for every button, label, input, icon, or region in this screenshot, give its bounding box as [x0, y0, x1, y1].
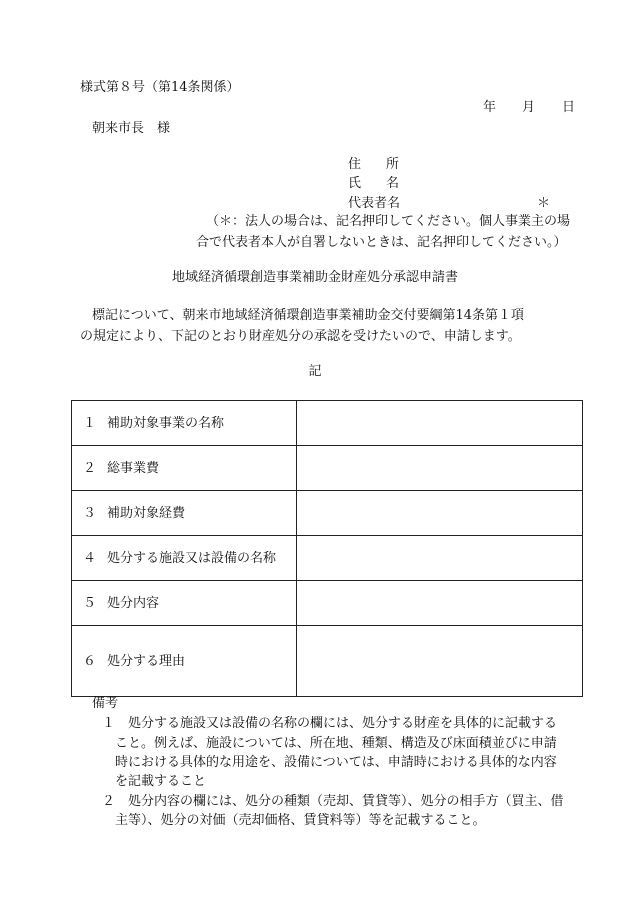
- form-number: 様式第８号（第14条関係）: [80, 80, 240, 95]
- table-row: [72, 536, 583, 581]
- name-label-a: 氏: [348, 176, 362, 191]
- ki-heading: 記: [308, 364, 322, 379]
- date-day-label: 日: [562, 100, 576, 115]
- addressee: 朝来市長 様: [92, 121, 171, 136]
- remark-2-line: 処分内容の欄には、処分の種類（売却、賃貸等）、処分の相手方（買主、借: [128, 794, 564, 809]
- table-row: [72, 626, 583, 697]
- address-label-b: 所: [386, 157, 400, 172]
- remark-2-number: ２: [102, 794, 116, 809]
- items-table: [71, 400, 583, 697]
- item-label-cell: [72, 536, 297, 581]
- item-number: ３: [83, 505, 97, 521]
- item-label: 処分内容: [107, 595, 160, 611]
- date-year-label: 年: [483, 100, 497, 115]
- remark-1-line: 時における具体的な用途を、設備については、申請時における具体的な内容: [115, 755, 557, 770]
- item-label-cell: [72, 491, 297, 536]
- item-label: 補助対象経費: [107, 505, 186, 521]
- signature-asterisk: ＊: [537, 196, 551, 211]
- item-label: 総事業費: [107, 460, 160, 476]
- table-row: [72, 446, 583, 491]
- item-number: ５: [83, 595, 97, 611]
- table-row: [72, 581, 583, 626]
- item-value-cell[interactable]: [297, 401, 583, 446]
- name-label-b: 名: [386, 176, 400, 191]
- item-number: ２: [83, 460, 97, 476]
- remarks-heading: 備考: [92, 696, 119, 711]
- body-text-line2: の規定により、下記のとおり財産処分の承認を受けたいので、申請します。: [80, 329, 521, 344]
- item-number: ４: [83, 550, 97, 566]
- remark-1-line: こと。例えば、施設については、所在地、種類、構造及び床面積並びに申請: [115, 736, 557, 751]
- remark-1-number: １: [102, 716, 116, 731]
- item-label: 処分する理由: [107, 653, 186, 669]
- seal-note-line1: （＊：法人の場合は、記名押印してください。個人事業主の場: [206, 214, 571, 229]
- body-text-line1: 標記について、朝来市地域経済循環創造事業補助金交付要綱第14条第１項: [92, 308, 525, 323]
- table-row: [72, 401, 583, 446]
- item-label-cell: [72, 626, 297, 697]
- remark-1-line: 処分する施設又は設備の名称の欄には、処分する財産を具体的に記載する: [128, 716, 558, 731]
- item-value-cell[interactable]: [297, 446, 583, 491]
- date-month-label: 月: [522, 100, 536, 115]
- representative-label-text: 代表者名: [348, 196, 401, 211]
- document-title: 地域経済循環創造事業補助金財産処分承認申請書: [171, 270, 458, 285]
- seal-note-line2: 合で代表者本人が自署しないときは、記名押印してください。）: [196, 235, 567, 250]
- item-value-cell[interactable]: [297, 626, 583, 697]
- table-row: [72, 491, 583, 536]
- item-label-cell: [72, 446, 297, 491]
- item-number: ６: [83, 653, 97, 669]
- item-number: １: [83, 415, 97, 431]
- remark-2-line: 主等）、処分の対価（売却価格、賃貸料等）等を記載すること。: [115, 813, 486, 828]
- remark-1-line: を記載すること: [115, 774, 207, 789]
- item-label: 補助対象事業の名称: [107, 415, 225, 431]
- item-label: 処分する施設又は設備の名称: [107, 550, 277, 566]
- item-value-cell[interactable]: [297, 491, 583, 536]
- item-label-cell: [72, 581, 297, 626]
- item-value-cell[interactable]: [297, 581, 583, 626]
- item-value-cell[interactable]: [297, 536, 583, 581]
- item-label-cell: [72, 401, 297, 446]
- address-label-a: 住: [348, 157, 362, 172]
